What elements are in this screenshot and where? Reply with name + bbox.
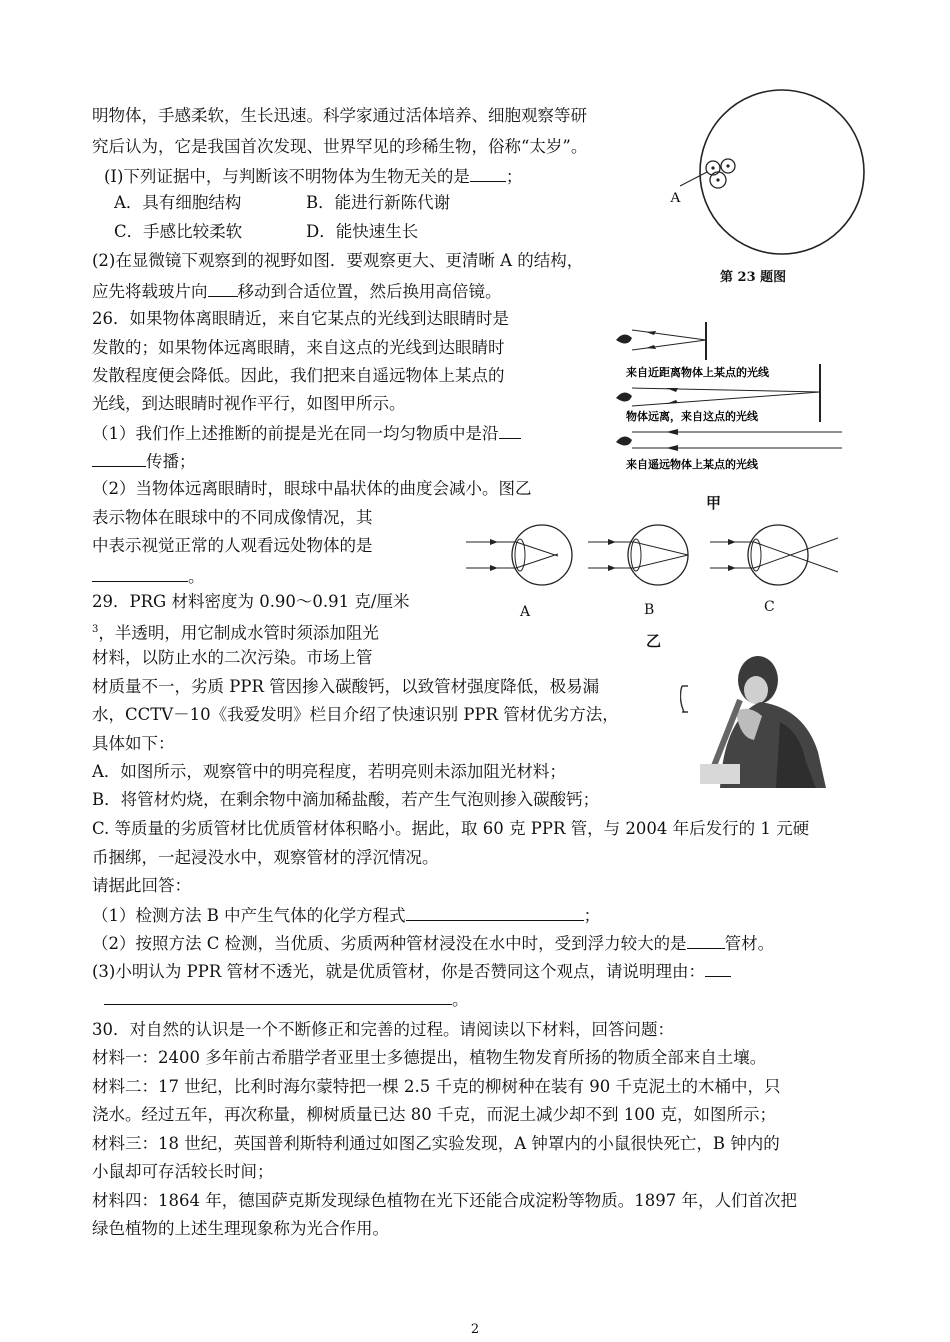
q29-sub1-end: ； [583,906,601,925]
q29-sub3-line-2 [104,988,469,1010]
yi-label-a: A [520,604,531,620]
q25-option-c: C．手感比较柔软 [114,222,243,241]
q29-sub1-text: （1）检测方法 B 中产生气体的化学方程式 [92,906,406,925]
q30-material-1: 材料一：2400 多年前古希腊学者亚里士多德提出，植物生物发育所扬的物质全部来自土壤。 [92,1048,767,1067]
microscope-view-figure [664,82,874,262]
eye-icon [616,436,632,445]
q26-sub1-line-1 [92,422,521,444]
q29-sub3-end: 。 [452,990,469,1009]
page-number: 2 [470,1322,480,1337]
pointer-line [680,172,707,186]
q29-method-a: A．如图所示，观察管中的明亮程度，若明亮则未添加阻光材料； [92,762,566,781]
q29-method-b: B．将管材灼烧，在剩余物中滴加稀盐酸，若产生气泡则掺入碳酸钙； [92,790,600,809]
figure-jia-light-rays [606,318,846,478]
q29-sub3 [92,960,731,982]
q25-option-a: A．具有细胞结构 [114,193,242,212]
q29-sub2-end: 管材。 [724,934,775,953]
q25-sub2-line-2 [92,280,502,302]
q29-line-4: 材质量不一，劣质 PPR 管因掺入碳酸钙，以致管材强度降低，极易漏 [92,677,600,696]
answer-blank[interactable] [92,565,188,582]
q30-material-2-line-2: 浇水。经过五年，再次称量，柳树质量已达 80 千克，而泥土减少却不到 100 克，如图所示； [92,1105,776,1124]
eye-diagram-b [588,525,688,585]
q29-line-2-text: ，半透明，用它制成水管时须添加阻光 [98,623,379,643]
eye-diagram-c [710,525,838,585]
q29-ask: 请据此回答： [92,876,191,895]
q30-material-4-line-1: 材料四：1864 年，德国萨克斯发现绿色植物在光下还能合成淀粉等物质。1897 年，人们首次把 [92,1191,797,1210]
q26-sub1-line-2 [92,450,196,472]
q25-line-1: 明物体，手感柔软，生长迅速。科学家通过活体培养、细胞观察等研 [92,106,587,125]
q25-sub2-text-b: 移动到合适位置，然后换用高倍镜。 [237,282,502,301]
answer-blank[interactable] [104,988,452,1005]
eye-icon [616,334,632,343]
q30-material-4-line-2: 绿色植物的上述生理现象称为光合作用。 [92,1219,389,1238]
q25-sub1 [104,165,522,187]
figure-yi-caption: 乙 [646,632,662,650]
jia-label-3: 来自遥远物体上某点的光线 [626,458,758,471]
q26-sub1-end: 传播； [146,452,196,471]
q30-material-2-line-1: 材料二：17 世纪，比利时海尔蒙特把一棵 2.5 千克的柳树种在装有 90 千克泥土的木桶中，只 [92,1077,781,1096]
q25-option-d: D．能快速生长 [306,222,419,241]
answer-blank[interactable] [92,450,146,467]
yi-label-c: C [764,599,775,615]
q25-sub1-text: (I)下列证据中，与判断该不明物体为生物无关的是 [104,167,470,186]
q26-line-1: 26．如果物体离眼睛近，来自它某点的光线到达眼睛时是 [92,309,509,328]
answer-blank[interactable] [470,165,506,182]
q29-line-6: 具体如下： [92,734,175,753]
q26-sub2-line-4 [92,565,205,587]
label-a: A [670,190,681,206]
q29-line-5: 水，CCTV－10《我爱发明》栏目介绍了快速识别 PPR 管材优劣方法， [92,705,619,724]
q29-method-c-line-2: 币捆绑，一起浸没水中，观察管材的浮沉情况。 [92,848,439,867]
answer-blank[interactable] [499,422,521,439]
figure-yi-eye-images [462,522,842,590]
answer-blank[interactable] [705,960,731,977]
q26-sub2-end: 。 [188,567,205,586]
q29-method-c-line-1: C. 等质量的劣质管材比优质管材体积略小。据此，取 60 克 PPR 管，与 2004 年后发行的 1 元硬 [92,819,810,838]
pipe-inspection-photo [680,652,842,788]
q29-sub2-text: （2）按照方法 C 检测，当优质、劣质两种管材浸没在水中时，受到浮力较大的是 [92,934,687,953]
answer-blank[interactable] [406,904,584,921]
q25-sub1-end: ； [505,167,523,186]
q29-line-1: 29．PRG 材料密度为 0.90～0.91 克/厘米 [92,592,410,611]
jia-label-2: 物体远离，来自这点的光线 [626,410,758,423]
q26-line-2: 发散的；如果物体远离眼睛，来自这点的光线到达眼睛时 [92,338,505,357]
q26-sub2-line-2: 表示物体在眼球中的不同成像情况，其 [92,508,373,527]
q30-material-3-line-1: 材料三：18 世纪，英国普利斯特利通过如图乙实验发现，A 钟罩内的小鼠很快死亡，B 钟内的 [92,1134,780,1153]
q25-line-2: 究后认为，它是我国首次发现、世界罕见的珍稀生物，俗称“太岁”。 [92,137,588,156]
jia-label-1: 来自近距离物体上某点的光线 [626,366,769,379]
q25-sub2-line-1: (2)在显微镜下观察到的视野如图．要观察更大、更清晰 A 的结构， [92,251,584,270]
q26-line-4: 光线，到达眼睛时视作平行，如图甲所示。 [92,394,406,413]
q25-sub2-text-a: 应先将载玻片向 [92,282,208,301]
answer-blank[interactable] [208,280,238,297]
q30-material-3-line-2: 小鼠却可存活较长时间； [92,1162,274,1181]
eye-icon [616,392,632,401]
q29-sub1 [92,904,600,926]
q26-sub2-line-3: 中表示视觉正常的人观看远处物体的是 [92,536,373,555]
eye-diagram-a [466,525,572,585]
q29-line-3: 材料，以防止水的二次污染。市场上管 [92,648,373,667]
q25-option-b: B．能进行新陈代谢 [306,193,451,212]
q29-line-2 [92,620,379,644]
q30-line-1: 30．对自然的认识是一个不断修正和完善的过程。请阅读以下材料，回答问题： [92,1020,674,1039]
q26-line-3: 发散程度便会降低。因此，我们把来自遥远物体上某点的 [92,366,505,385]
figure-jia-caption: 甲 [706,494,722,512]
q29-superscript: 3 [92,624,99,635]
answer-blank[interactable] [687,932,725,949]
q26-sub2-line-1: （2）当物体远离眼睛时，眼球中晶状体的曲度会减小。图乙 [92,479,532,498]
figure-23-caption: 第 23 题图 [720,270,787,285]
q26-sub1-text: （1）我们作上述推断的前提是光在同一均匀物质中是沿 [92,424,499,443]
q29-sub2 [92,932,774,954]
yi-label-b: B [644,602,655,618]
q29-sub3-text: (3)小明认为 PPR 管材不透光，就是优质管材，你是否赞同这个观点，请说明理由： [92,962,705,981]
